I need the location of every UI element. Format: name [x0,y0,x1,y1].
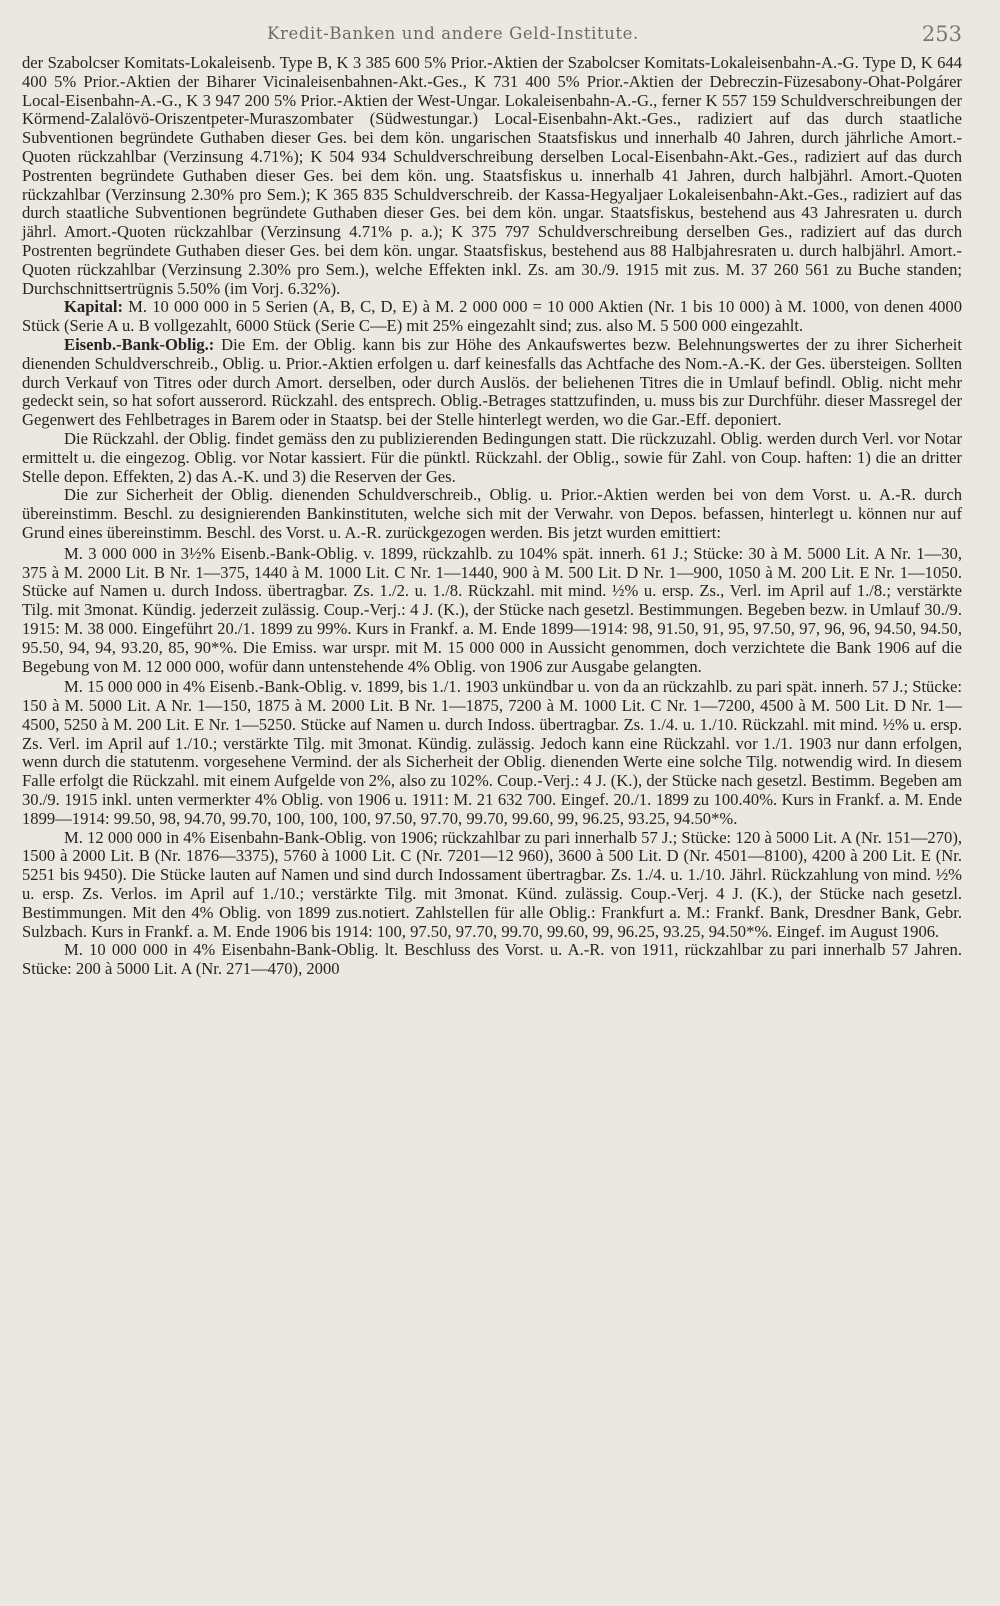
paragraph-eisenb-bank-oblig [22,336,962,430]
paragraph-kapital [22,298,962,336]
paragraph-oblig-1906 [22,829,962,942]
paragraph-text: M. 10 000 000 in 5 Serien (A, B, C, D, E) à M. 2 000 000 = 10 000 Aktien (Nr. 1 bis 10 000) à M. 1000, von denen 4000 Stück (Serie A u. B vollgezahlt, 6000 Stück (Serie C—E) mit 25% eingezahlt sind; zus. also M. 5 500 000 eingezahlt. [22,297,962,336]
paragraph-text: Die Rückzahl. der Oblig. findet gemäss den zu publizierenden Bedingungen statt. Die rückzuzahl. Oblig. werden durch Verl. vor Notar ermittelt u. die eingezog. Oblig. vor Notar kassiert. Für die pünktl. Rückzahl. der Oblig., sowie für Zahl. von Coup. haften: 1) die an dritter Stelle depon. Effekten, 2) das A.-K. und 3) die Reserven der Ges. [22,428,962,486]
paragraph-text: M. 15 000 000 in 4% Eisenb.-Bank-Oblig. v. 1899, bis 1./1. 1903 unkündbar u. von da an rückzahlb. zu pari spät. innerh. 57 J.; Stücke: 150 à M. 5000 Lit. A Nr. 1—150, 1875 à M. 2000 Lit. B Nr. 1—1875, 7200 à M. 1000 Lit. C Nr. 1—7200, 4500 à M. 500 Lit. D Nr. 1—4500, 5250 à M. 200 Lit. E Nr. 1—5250. Stücke auf Namen u. durch Indoss. übertragbar. Zs. 1./4. u. 1./10. Rückzahl. mit mind. ½% u. ersp. Zs. Verl. im April auf 1./10.; verstärkte Tilg. mit 3monat. Kündig. zulässig. Jedoch kann eine Rückzahl. vor 1./1. 1903 nur dann erfolgen, wenn durch die statutenm. vorgesehene Vermind. der als Sicherheit der Oblig. dienenden Werte eine solche Tilg. notwendig wird. In diesem Falle erfolgt die Rückzahl. mit einem Aufgelde von 2%, also zu 102%. Coup.-Verj.: 4 J. (K.), der Stücke nach gesetzl. Bestimm. Begeben am 30./9. 1915 inkl. unten vermerkter 4% Oblig. von 1906 u. 1911: M. 21 632 700. Eingef. 20./1. 1899 zu 100.40%. Kurs in Frankf. a. M. Ende 1899—1914: 99.50, 98, 94.70, 99.70, 100, 100, 100, 97.50, 97.70, 99.70, 99.60, 99, 96.25, 93.25, 94.50*%. [22,677,962,828]
eisenb-bank-oblig-heading: Eisenb.-Bank-Oblig.: [64,334,215,354]
paragraph-sicherheit [22,486,962,542]
paragraph-text: Die zur Sicherheit der Oblig. dienenden Schuldverschreib., Oblig. u. Prior.-Aktien werden bei von dem Vorst. u. A.-R. durch übereinstimm. Beschl. zu designierenden Bankinstituten, welche sich mit der Verwahr. von Depos. befassen, hinterlegt u. können nur auf Grund eines übereinstimm. Beschl. des Vorst. u. A.-R. zurückgezogen werden. Bis jetzt wurden emittiert: [22,485,962,542]
paragraph-1 [22,54,962,298]
page-body [22,54,962,979]
paragraph-text: Die Em. der Oblig. kann bis zur Höhe des Ankaufswertes bezw. Belehnungswertes der zu ihrer Sicherheit dienenden Schuldverschreib., Oblig. u. Prior.-Aktien erfolgen u. darf keinesfalls das Achtfache des Nom.-A.-K. der Ges. übersteigen. Sollten durch Verkauf von Titres oder durch Amort. derselben, oder durch Auslös. der beliehenen Titres die in Umlauf befindl. Oblig. nicht mehr gedeckt sein, so hat sofort ausserord. Rückzahl. des entsprech. Oblig.-Betrages stattzufinden, u. muss bis zur Durchführ. dieser Massregel der Gegenwert des Fehlbetrages in Barem oder in Staatsp. bei der Stelle hinterlegt werden, wo die Gar.-Eff. deponiert. [22,334,962,430]
paragraph-text: M. 3 000 000 in 3½% Eisenb.-Bank-Oblig. v. 1899, rückzahlb. zu 104% spät. innerh. 61 J.; Stücke: 30 à M. 5000 Lit. A Nr. 1—30, 375 à M. 2000 Lit. B Nr. 1—375, 1440 à M. 1000 Lit. C Nr. 1—1440, 900 à M. 500 Lit. D Nr. 1—900, 1050 à M. 200 Lit. E Nr. 1—1050. Stücke auf Namen u. durch Indoss. übertragbar. Zs. 1./2. u. 1./8. Rückzahl. mit mind. ½% u. ersp. Zs., Verl. im April auf 1./8.; verstärkte Tilg. mit 3monat. Kündig. jederzeit zulässig. Coup.-Verj.: 4 J. (K.), der Stücke nach gesetzl. Bestimmungen. Begeben bezw. in Umlauf 30./9. 1915: M. 38 000. Eingeführt 20./1. 1899 zu 99%. Kurs in Frankf. a. M. Ende 1899—1914: 98, 91.50, 91, 95, 97.50, 97, 96, 96, 94.50, 94.50, 95.50, 94, 94, 93.20, 85, 90*%. Die Emiss. war urspr. mit M. 15 000 000 in Aussicht genommen, doch verzichtete die Bank 1906 auf die Begebung von M. 12 000 000, wofür dann untenstehende 4% Oblig. von 1906 zur Ausgabe gelangten. [22,543,962,676]
page-header [22,8,962,54]
kapital-heading: Kapital: [64,297,124,317]
paragraph-oblig-1911 [22,941,962,979]
paragraph-oblig-1899-35 [22,545,962,677]
paragraph-rueckzahlung [22,430,962,486]
paragraph-text: M. 10 000 000 in 4% Eisenbahn-Bank-Oblig. lt. Beschluss des Vorst. u. A.-R. von 1911, rückzahlbar zu pari innerhalb 57 Jahren. Stücke: 200 à 5000 Lit. A (Nr. 271—470), 2000 [22,940,962,979]
page-number: 253 [921,22,962,46]
paragraph-text: der Szabolcser Komitats-Lokaleisenb. Type B, K 3 385 600 5% Prior.-Aktien der Szabolcser Komitats-Lokaleisenbahn-A.-G. Type D, K 644 400 5% Prior.-Aktien der Biharer Vicinaleisenbahnen-Akt.-Ges., K 731 400 5% Prior.-Aktien der Debreczin-Füzesabony-Ohat-Polgárer Local-Eisenbahn-A.-G., K 3 947 200 5% Prior.-Aktien der West-Ungar. Lokaleisenbahn-A.-G., ferner K 557 159 Schuldverschreibungen der Körmend-Zalalövö-Oriszentpeter-Muraszombater (Südwestungar.) Local-Eisenbahn-Akt.-Ges., radiziert auf das durch staatliche Subventionen begründete Guthaben dieser Ges. bei dem kön. ungarischen Staatsfiskus und innerhalb 40 Jahren, durch jährliche Amort.-Quoten rückzahlbar (Verzinsung 4.71%); K 504 934 Schuldverschreibung derselben Local-Eisenbahn-Akt.-Ges., radiziert auf das durch Postrenten begründete Guthaben dieser Ges. bei dem kön. ung. Staatsfiskus u. innerhalb 41 Jahren, durch halbjährl. Amort.-Quoten rückzahlbar (Verzinsung 2.30% pro Sem.); K 365 835 Schuldverschreib. der Kassa-Hegyaljaer Lokaleisenbahn-Akt.-Ges., radiziert auf das durch staatliche Subventionen begründete Guthaben dieser Ges. bei dem kön. ungar. Staatsfiskus, bestehend aus 43 Jahresraten u. durch jährl. Amort.-Quoten rückzahlbar (Verzinsung 4.71% p. a.); K 375 797 Schuldverschreibung derselben Ges., radiziert auf das durch Postrenten begründete Guthaben dieser Ges. bei dem kön. ungar. Staatsfiskus, bestehend aus 88 Halbjahresraten u. durch halbjährl. Amort.-Quoten rückzahlbar (Verzinsung 2.30% pro Sem.), welche Effekten inkl. Zs. am 30./9. 1915 mit zus. M. 37 260 561 zu Buche standen; Durchschnittsertrügnis 5.50% (im Vorj. 6.32%). [22,53,962,298]
paragraph-oblig-1899-4 [22,678,962,828]
running-title: Kredit-Banken und andere Geld-Institute. [267,24,639,43]
paragraph-text: M. 12 000 000 in 4% Eisenbahn-Bank-Oblig. von 1906; rückzahlbar zu pari innerhalb 57 J.; Stücke: 120 à 5000 Lit. A (Nr. 151—270), 1500 à 2000 Lit. B (Nr. 1876—3375), 5760 à 1000 Lit. C (Nr. 7201—12 960), 3600 à 500 Lit. D (Nr. 4501—8100), 4200 à 200 Lit. E (Nr. 5251 bis 9450). Die Stücke lauten auf Namen und sind durch Indossament übertragbar. Zs. 1./4. u. 1./10. Jährl. Rückzahlung von mind. ½% u. ersp. Zs. Verlos. im April auf 1./10.; verstärkte Tilg. mit 3monat. Künd. zulässig. Coup.-Verj. 4 J. (K.), der Stücke nach gesetzl. Bestimmungen. Mit den 4% Oblig. von 1899 zus.notiert. Zahlstellen für alle Oblig.: Frankfurt a. M.: Frankf. Bank, Dresdner Bank, Gebr. Sulzbach. Kurs in Frankf. a. M. Ende 1906 bis 1914: 100, 97.50, 97.70, 99.70, 99.60, 99, 96.25, 93.25, 94.50*%. Eingef. im August 1906. [22,827,962,941]
